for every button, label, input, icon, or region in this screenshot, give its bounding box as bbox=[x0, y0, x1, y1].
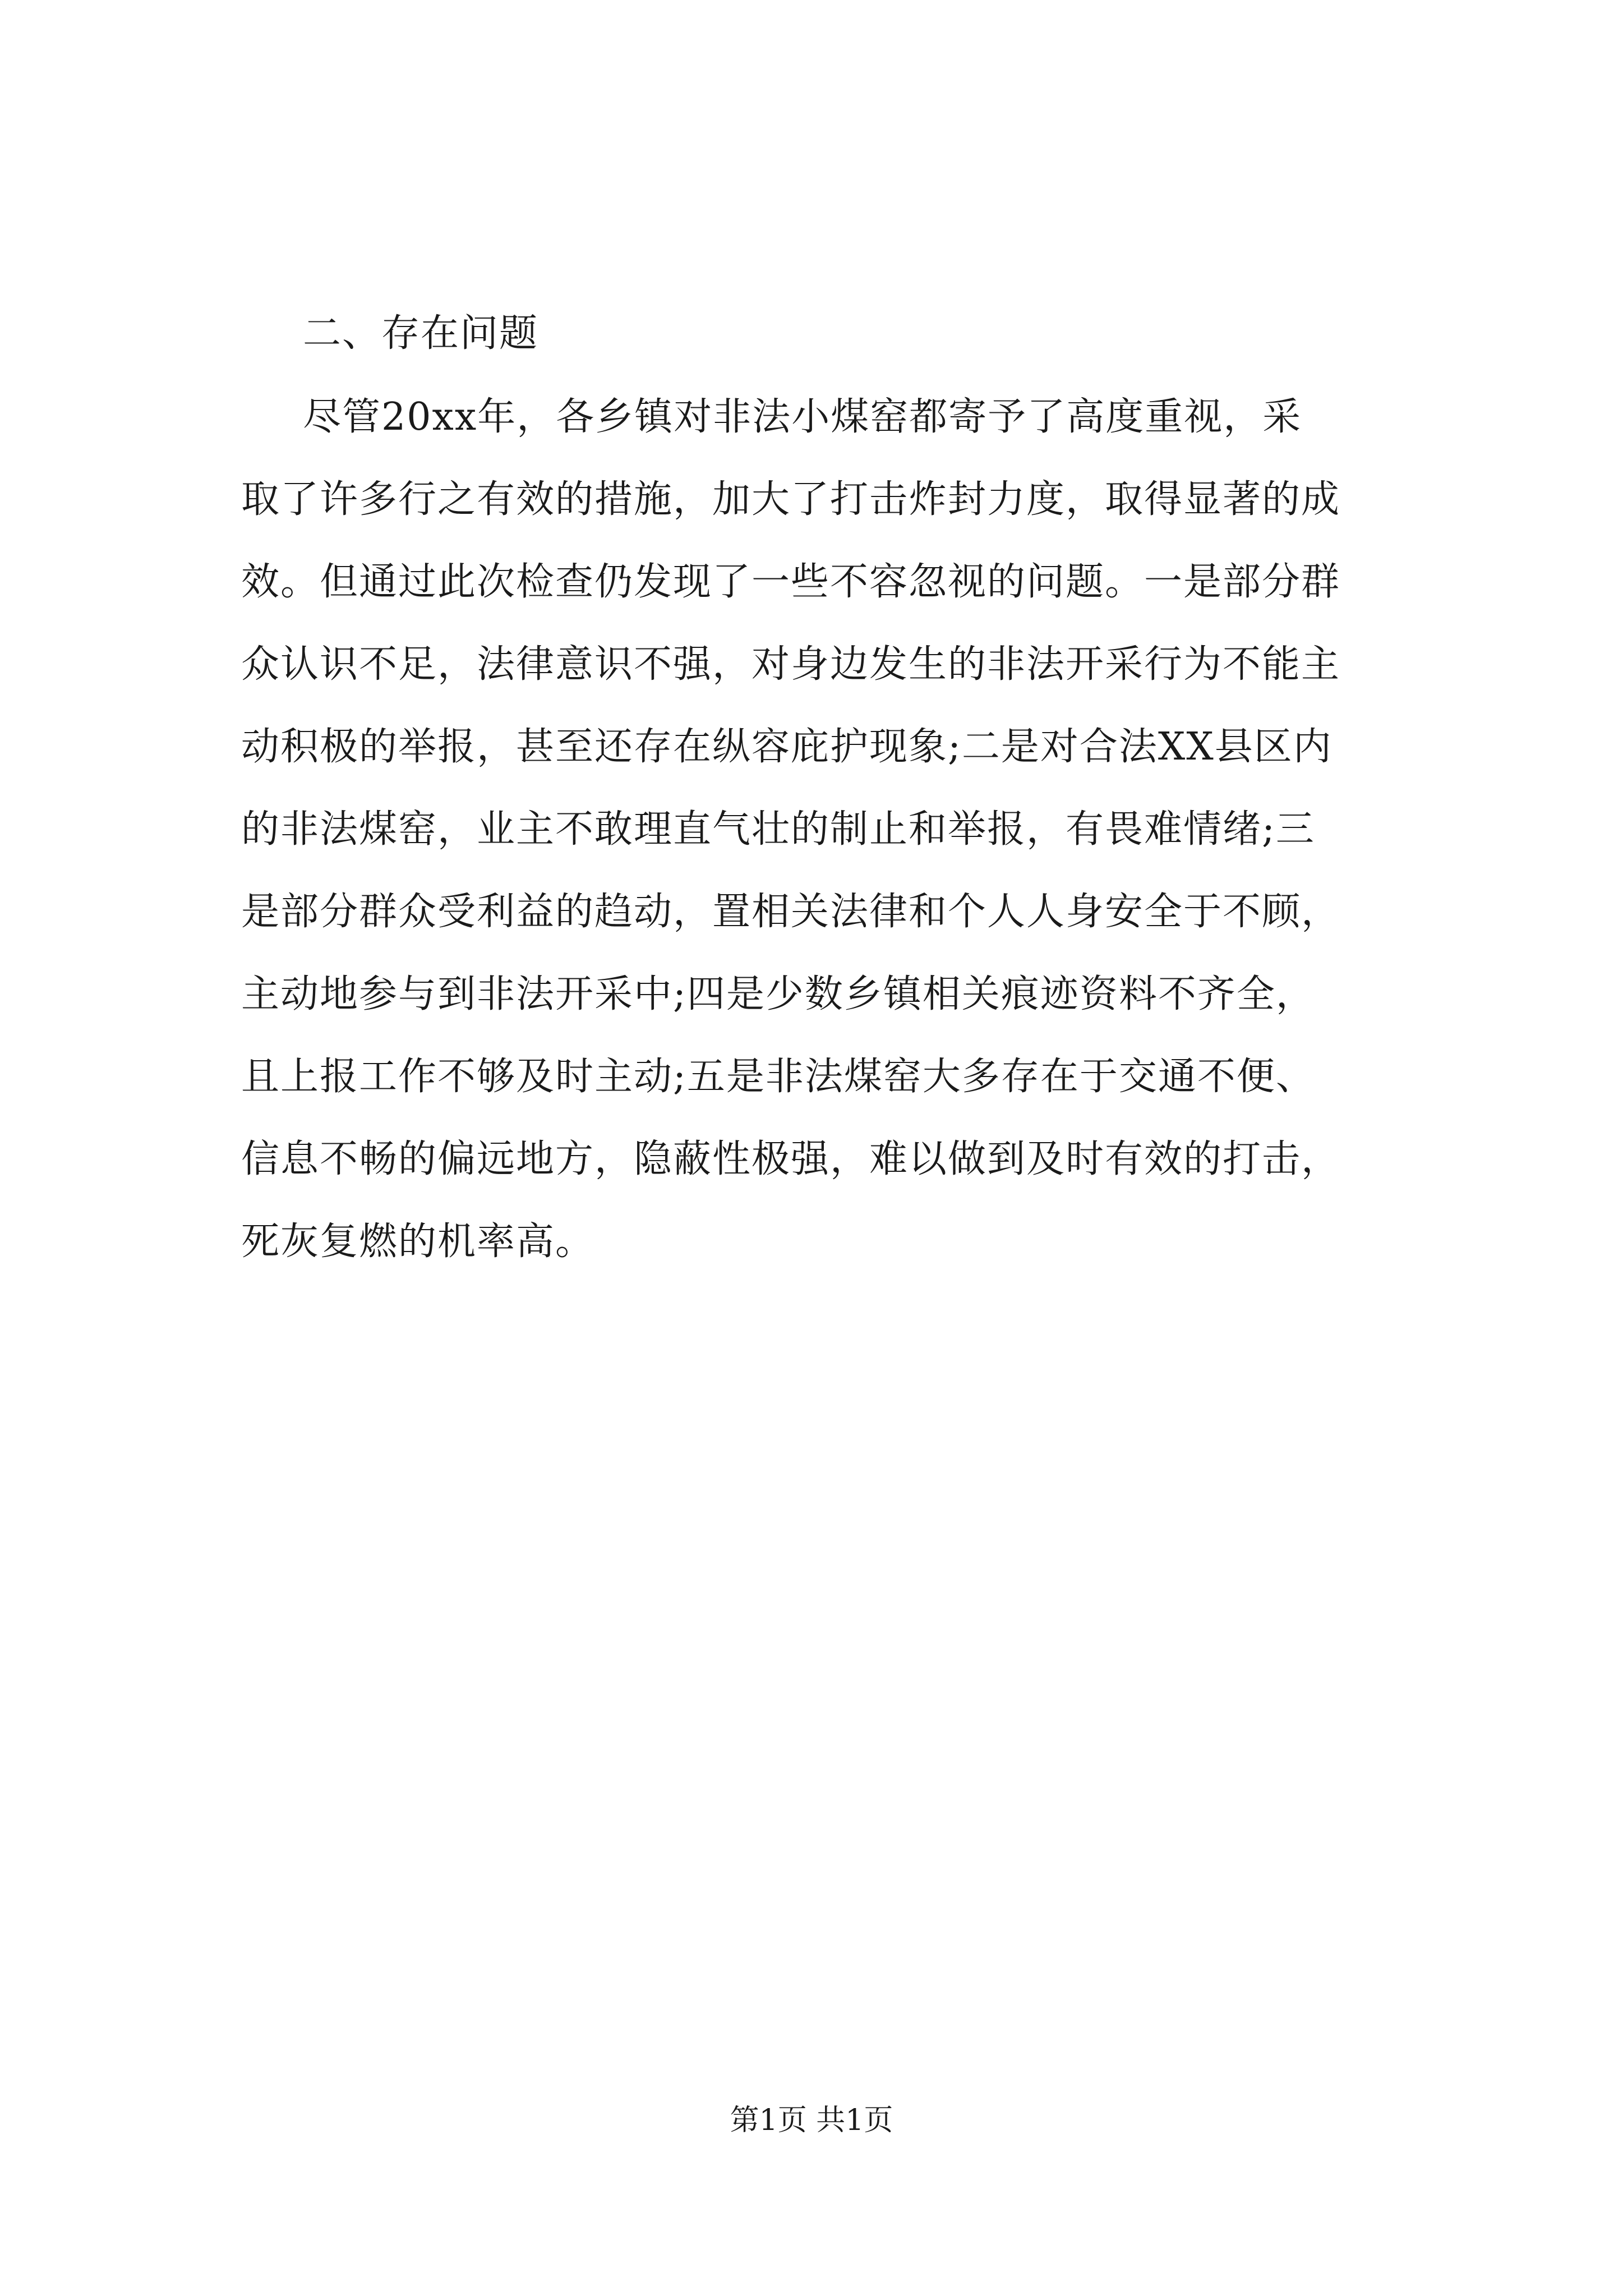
paragraph-line: 的非法煤窑，业主不敢理直气壮的制止和举报，有畏难情绪;三 bbox=[241, 807, 1315, 852]
problems-paragraph bbox=[241, 376, 1424, 1283]
paragraph-line: 取了许多行之有效的措施，加大了打击炸封力度，取得显著的成 bbox=[241, 477, 1341, 522]
paragraph-line: 是部分群众受利益的趋动，置相关法律和个人人身安全于不顾， bbox=[241, 890, 1341, 934]
paragraph-line: 效。但通过此次检查仍发现了一些不容忽视的问题。一是部分群 bbox=[241, 560, 1341, 604]
paragraph-line: 动积极的举报，甚至还存在纵容庇护现象;二是对合法XX县区内 bbox=[241, 725, 1332, 769]
paragraph-line: 尽管20xx年，各乡镇对非法小煤窑都寄予了高度重视，采 bbox=[303, 395, 1302, 439]
paragraph-line: 信息不畅的偏远地方，隐蔽性极强，难以做到及时有效的打击， bbox=[241, 1137, 1341, 1181]
paragraph-line: 且上报工作不够及时主动;五是非法煤窑大多存在于交通不便、 bbox=[241, 1055, 1315, 1099]
paragraph-line: 众认识不足，法律意识不强，对身边发生的非法开采行为不能主 bbox=[241, 642, 1341, 687]
paragraph-line: 主动地参与到非法开采中;四是少数乡镇相关痕迹资料不齐全， bbox=[241, 972, 1315, 1016]
section-heading: 二、存在问题 bbox=[303, 311, 539, 356]
page-number: 第1页 共1页 bbox=[730, 2104, 893, 2137]
document-body bbox=[241, 292, 1424, 1283]
paragraph-line: 死灰复燃的机率高。 bbox=[241, 1220, 595, 1264]
page-footer bbox=[0, 2098, 1623, 2143]
